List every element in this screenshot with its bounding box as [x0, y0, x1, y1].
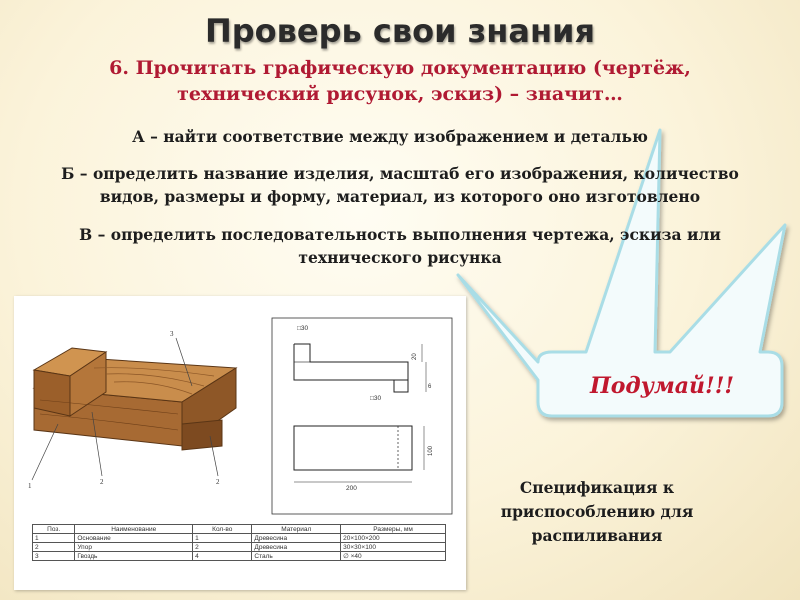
cell: ∅ ×40	[341, 552, 446, 561]
cell: Гвоздь	[75, 552, 193, 561]
option-c[interactable]	[20, 223, 780, 269]
question-line-2: технический рисунок, эскиз) – значит…	[177, 83, 623, 105]
cell: Упор	[75, 543, 193, 552]
callout-3: 3	[170, 330, 174, 338]
spec-caption-line-3: распиливания	[531, 526, 663, 545]
cell: 3	[33, 552, 75, 561]
cell: Древесина	[252, 543, 341, 552]
table-row	[33, 552, 446, 561]
table-header-row	[33, 525, 446, 534]
dim-depth: 100	[428, 445, 434, 456]
table-row	[33, 543, 446, 552]
cell: Сталь	[252, 552, 341, 561]
col-pos: Поз.	[33, 525, 75, 534]
option-b-line-1: Б – определить название изделия, масштаб его изображения, количество	[61, 164, 739, 183]
col-name: Наименование	[75, 525, 193, 534]
col-qty: Кол-во	[193, 525, 252, 534]
spec-caption-line-2: приспособлению для	[500, 502, 694, 521]
cell: 30×30×100	[341, 543, 446, 552]
cell: 2	[193, 543, 252, 552]
cell: 2	[33, 543, 75, 552]
dim-height-small: 20	[412, 353, 418, 360]
dim-height-right: 6	[428, 384, 432, 390]
cell: 4	[193, 552, 252, 561]
dim-square-top: □30	[297, 325, 309, 332]
cell: 1	[193, 534, 252, 543]
question-line-1: 6. Прочитать графическую документацию (чертёж,	[109, 57, 691, 79]
table-row	[33, 534, 446, 543]
cell: 1	[33, 534, 75, 543]
dim-square-side: □30	[370, 395, 382, 402]
col-material: Материал	[252, 525, 341, 534]
option-c-line-1: В – определить последовательность выполнения чертежа, эскиза или	[79, 225, 721, 244]
specification-table	[32, 524, 446, 561]
slide-title: Проверь свои знания	[204, 12, 596, 50]
specification-caption	[478, 476, 716, 548]
dim-width: 200	[346, 485, 357, 492]
option-c-line-2: технического рисунка	[298, 248, 502, 267]
option-a[interactable]: А – найти соответствие между изображением и деталью	[132, 127, 648, 146]
callout-2b: 2	[216, 478, 220, 486]
wood-fixture-illustration	[34, 348, 236, 450]
spec-caption-line-1: Спецификация к	[519, 478, 675, 497]
callout-2a: 2	[100, 478, 104, 486]
orthographic-views	[272, 318, 452, 514]
option-b[interactable]	[20, 162, 780, 208]
think-label: Подумай!!!	[589, 373, 735, 399]
cell: Древесина	[252, 534, 341, 543]
cell: Основание	[75, 534, 193, 543]
cell: 20×100×200	[341, 534, 446, 543]
callout-1: 1	[28, 482, 32, 490]
col-size: Размеры, мм	[341, 525, 446, 534]
option-b-line-2: видов, размеры и форму, материал, из которого оно изготовлено	[99, 187, 701, 206]
technical-drawing	[14, 296, 466, 590]
